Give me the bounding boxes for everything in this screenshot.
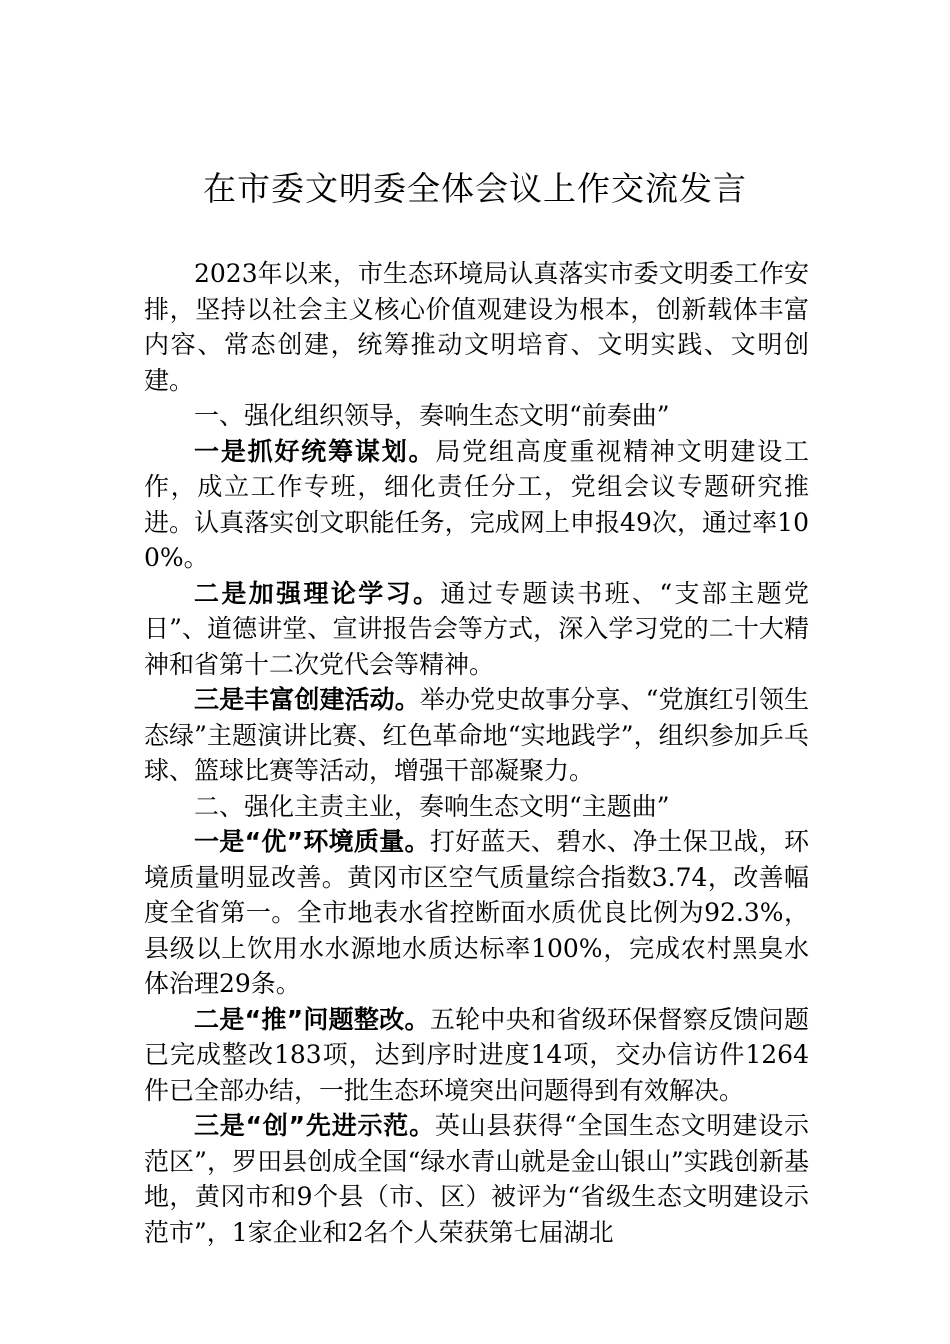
section-heading-2: 二、强化主责主业，奏响生态文明“主题曲” [194, 791, 670, 821]
section-heading-1: 一、强化组织领导，奏响生态文明“前奏曲” [194, 401, 670, 430]
paragraph-lead: 三是“创”先进示范。 [194, 1111, 435, 1140]
paragraph-lead: 二是“推”问题整改。 [194, 1004, 430, 1034]
intro-paragraph: 2023年以来，市生态环境局认真落实市委文明委工作安排，坚持以社会主义核心价值观建设为根本，创新载体丰富内容、常态创建，统筹推动文明培育、文明实践、文明创建。 [144, 259, 809, 395]
document-body [144, 256, 809, 1250]
paragraph-2-1: 一是“优”环境质量。打好蓝天、碧水、净土保卫战，环境质量明显改善。黄冈市区空气质量综合指数3.74，改善幅度全省第一。全市地表水省控断面水质优良比例为92.3%，县级以上饮用水水源地水质达标率100%，完成农村黑臭水体治理29条。 [144, 827, 809, 998]
document-title: 在市委文明委全体会议上作交流发言 [203, 169, 747, 208]
paragraph-lead: 一是“优”环境质量。 [194, 827, 430, 856]
paragraph-lead: 三是丰富创建活动。 [194, 685, 420, 714]
paragraph-lead: 二是加强理论学习。 [194, 578, 441, 608]
paragraph-1-2: 二是加强理论学习。通过专题读书班、“支部主题党日”、道德讲堂、宣讲报告会等方式，深入学习党的二十大精神和省第十二次党代会等精神。 [144, 578, 809, 679]
paragraph-2-3: 三是“创”先进示范。英山县获得“全国生态文明建设示范区”，罗田县创成全国“绿水青山就是金山银山”实践创新基地，黄冈市和9个县（市、区）被评为“省级生态文明建设示范市”，1家企业和2名个人荣获第七届湖北 [144, 1111, 809, 1247]
paragraph-1-1: 一是抓好统筹谋划。局党组高度重视精神文明建设工作，成立工作专班，细化责任分工，党组会议专题研究推进。认真落实创文职能任务，完成网上申报49次，通过率100%。 [144, 436, 809, 572]
paragraph-1-3: 三是丰富创建活动。举办党史故事分享、“党旗红引领生态绿”主题演讲比赛、红色革命地“实地践学”，组织参加乒乓球、篮球比赛等活动，增强干部凝聚力。 [144, 685, 809, 785]
paragraph-lead: 一是抓好统筹谋划。 [194, 436, 436, 466]
paragraph-2-2: 二是“推”问题整改。五轮中央和省级环保督察反馈问题已完成整改183项，达到序时进度14项，交办信访件1264件已全部办结，一批生态环境突出问题得到有效解决。 [144, 1004, 809, 1105]
